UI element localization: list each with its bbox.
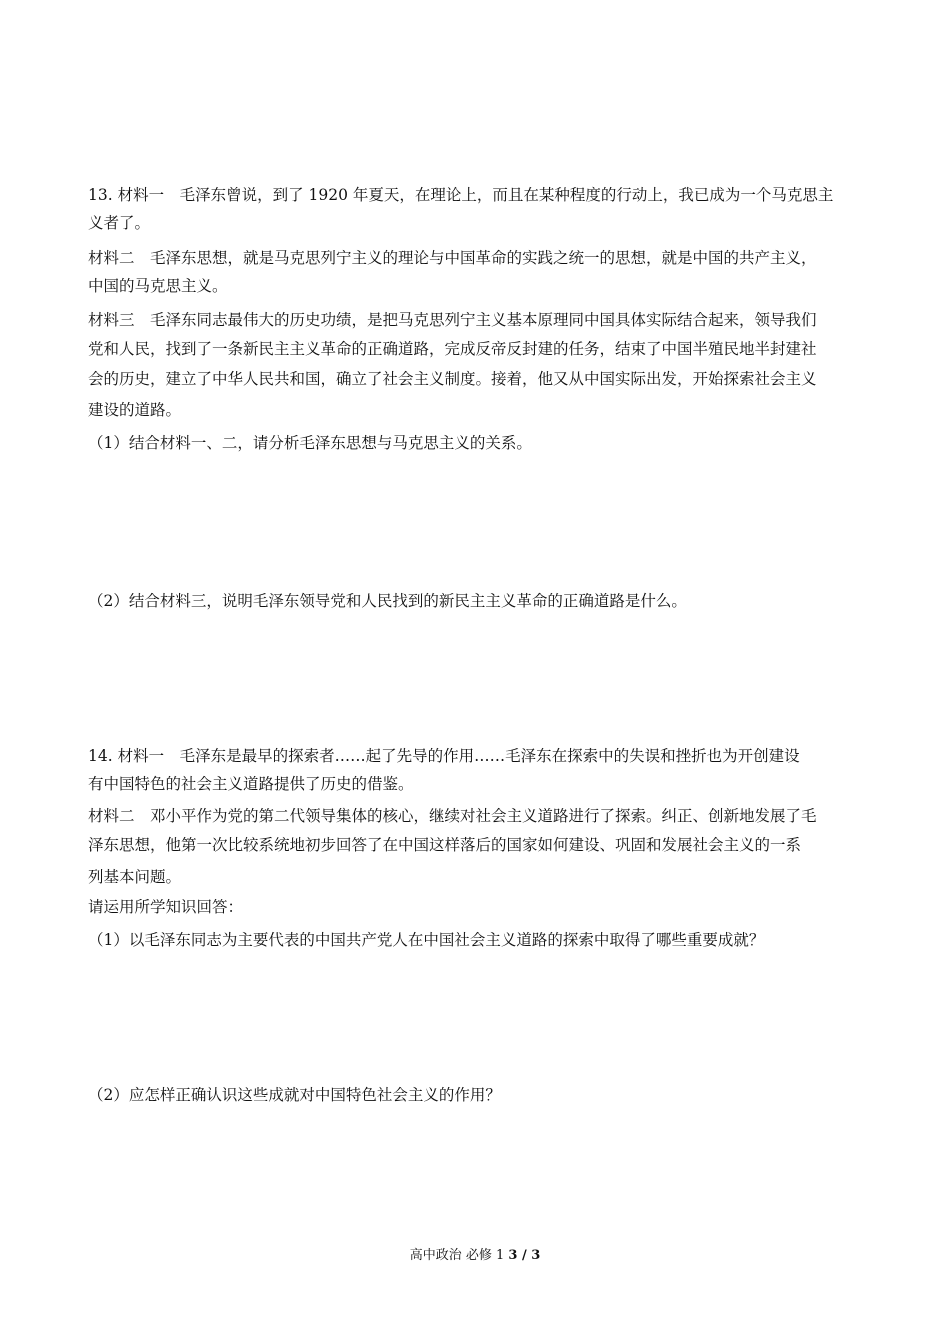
q13-material2-line2: 中国的马克思主义。 [88,277,228,295]
q14-material1-line2: 有中国特色的社会主义道路提供了历史的借鉴。 [88,775,414,793]
q14-prompt: 请运用所学知识回答： [88,898,244,916]
q13-material1-line2: 义者了。 [88,214,151,232]
q13-material3-line4: 建设的道路。 [88,401,182,419]
q14-material2-line1: 材料二 邓小平作为党的第二代领导集体的核心，继续对社会主义道路进行了探索。纠正、创新地发展了毛 [88,807,817,825]
q13-material3-line3: 会的历史，建立了中华人民共和国，确立了社会主义制度。接着，他又从中国实际出发，开始探索社会主义 [88,370,817,388]
footer-page-number: 3 / 3 [508,1248,541,1263]
q14-material1-line1: 14. 材料一 毛泽东是最早的探索者……起了先导的作用……毛泽东在探索中的失误和挫折也为开创建设 [88,747,800,765]
q14-question2: （2）应怎样正确认识这些成就对中国特色社会主义的作用？ [88,1086,501,1104]
q13-material3-line2: 党和人民，找到了一条新民主主义革命的正确道路，完成反帝反封建的任务，结束了中国半殖民地半封建社 [88,340,817,358]
q14-material2-line3: 列基本问题。 [88,868,182,886]
q13-material3-line1: 材料三 毛泽东同志最伟大的历史功绩，是把马克思列宁主义基本原理同中国具体实际结合起来，领导我们 [88,311,817,329]
q13-question2: （2）结合材料三，说明毛泽东领导党和人民找到的新民主主义革命的正确道路是什么。 [88,592,687,610]
q14-material2-line2: 泽东思想，他第一次比较系统地初步回答了在中国这样落后的国家如何建设、巩固和发展社会主义的一系 [88,836,802,854]
q13-material1-line1: 13. 材料一 毛泽东曾说，到了 1920 年夏天，在理论上，而且在某种程度的行动上，我已成为一个马克思主 [88,186,834,204]
q13-question1: （1）结合材料一、二，请分析毛泽东思想与马克思主义的关系。 [88,434,532,452]
q13-material2-line1: 材料二 毛泽东思想，就是马克思列宁主义的理论与中国革命的实践之统一的思想，就是中国的共产主义， [88,249,817,267]
page-footer [0,1247,950,1265]
footer-subject: 高中政治 必修 1 [409,1248,509,1263]
q14-question1: （1）以毛泽东同志为主要代表的中国共产党人在中国社会主义道路的探索中取得了哪些重要成就？ [88,931,765,949]
